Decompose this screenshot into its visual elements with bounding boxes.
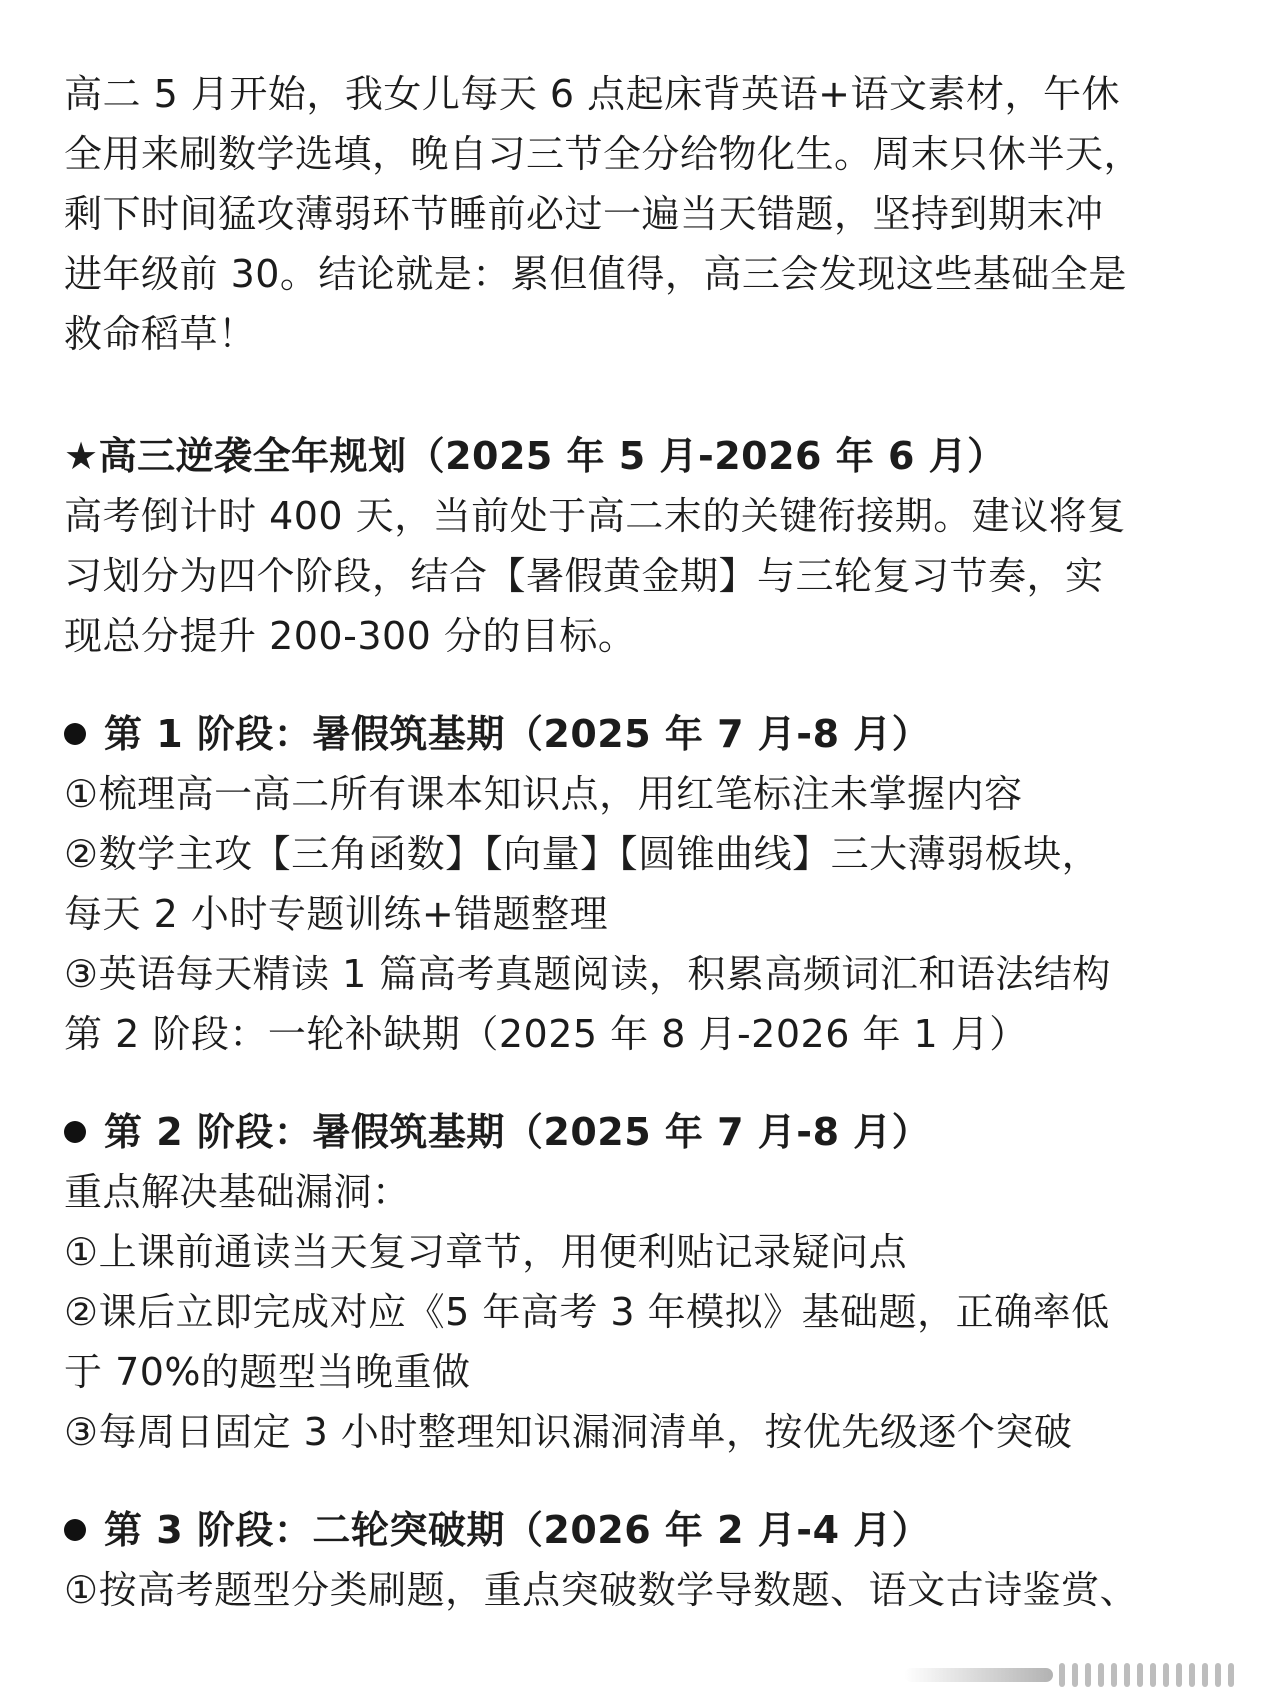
stage-1-line: ②数学主攻【三角函数】【向量】【圆锥曲线】三大薄弱板块， <box>64 832 1101 876</box>
stage-3-line: ①按高考题型分类刷题，重点突破数学导数题、语文古诗鉴赏、 <box>64 1568 1139 1612</box>
stage-3-heading <box>64 1500 1234 1560</box>
bullet-icon <box>64 723 86 745</box>
article <box>64 64 1234 1620</box>
plan-line: 习划分为四个阶段，结合【暑假黄金期】与三轮复习节奏，实 <box>64 554 1104 598</box>
intro-line: 进年级前 30。结论就是：累但值得，高三会发现这些基础全是 <box>64 252 1127 296</box>
stage-3-heading-text: 第 3 阶段：二轮突破期（2026 年 2 月-4 月） <box>104 1508 931 1552</box>
stage-2-line: 重点解决基础漏洞： <box>64 1170 411 1214</box>
stage-2-line: ①上课前通读当天复习章节，用便利贴记录疑问点 <box>64 1230 908 1274</box>
intro-line: 救命稻草！ <box>64 312 257 356</box>
stage-2-heading <box>64 1102 1234 1162</box>
stage-1-section <box>64 704 1234 1064</box>
stage-1-line: 每天 2 小时专题训练+错题整理 <box>64 892 609 936</box>
stage-3-section <box>64 1500 1234 1620</box>
stage-1-heading-text: 第 1 阶段：暑假筑基期（2025 年 7 月-8 月） <box>104 712 931 756</box>
stage-2-line: 于 70%的题型当晚重做 <box>64 1350 471 1394</box>
stage-2-line: ②课后立即完成对应《5 年高考 3 年模拟》基础题，正确率低 <box>64 1290 1110 1334</box>
stage-1-heading <box>64 704 1234 764</box>
intro-line: 剩下时间猛攻薄弱环节睡前必过一遍当天错题，坚持到期末冲 <box>64 192 1104 236</box>
intro-paragraph <box>64 64 1234 364</box>
stage-1-line: ③英语每天精读 1 篇高考真题阅读，积累高频词汇和语法结构 <box>64 952 1111 996</box>
plan-title: ★高三逆袭全年规划（2025 年 5 月-2026 年 6 月） <box>64 434 1006 478</box>
bullet-icon <box>64 1121 86 1143</box>
plan-section <box>64 426 1234 666</box>
bullet-icon <box>64 1519 86 1541</box>
intro-line: 全用来刷数学选填，晚自习三节全分给物化生。周末只休半天， <box>64 132 1143 176</box>
stage-2-line: ③每周日固定 3 小时整理知识漏洞清单，按优先级逐个突破 <box>64 1410 1073 1454</box>
plan-line: 现总分提升 200-300 分的目标。 <box>64 614 637 658</box>
watermark-bars-icon <box>904 1660 1234 1690</box>
stage-2-section <box>64 1102 1234 1462</box>
plan-line: 高考倒计时 400 天，当前处于高二末的关键衔接期。建议将复 <box>64 494 1126 538</box>
intro-line: 高二 5 月开始，我女儿每天 6 点起床背英语+语文素材，午休 <box>64 72 1121 116</box>
stage-1-line: 第 2 阶段：一轮补缺期（2025 年 8 月-2026 年 1 月） <box>64 1012 1028 1056</box>
stage-1-line: ①梳理高一高二所有课本知识点，用红笔标注未掌握内容 <box>64 772 1023 816</box>
stage-2-heading-text: 第 2 阶段：暑假筑基期（2025 年 7 月-8 月） <box>104 1110 931 1154</box>
